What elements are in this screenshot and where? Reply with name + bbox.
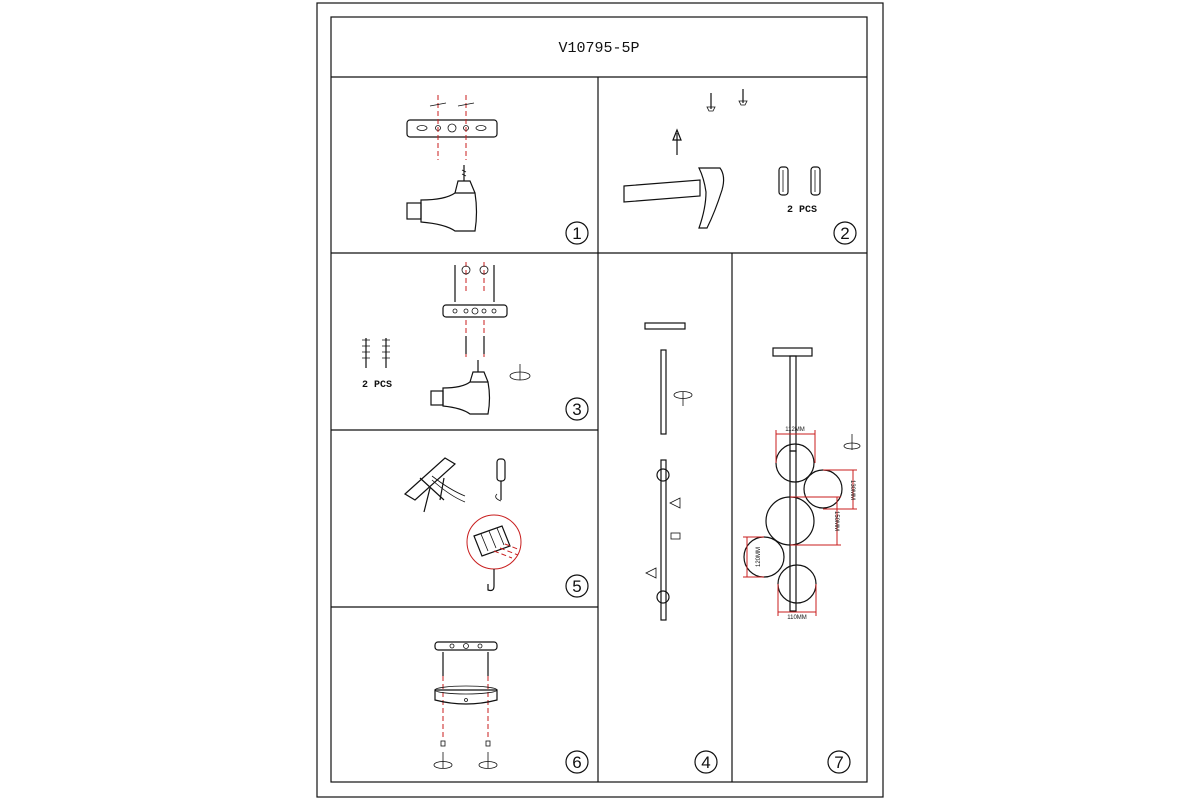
step-7-panel — [743, 348, 860, 773]
rotate-icons — [434, 752, 497, 769]
mounting-bracket-icon — [443, 305, 507, 358]
step-4-panel — [645, 323, 717, 773]
step-6-number: 6 — [572, 753, 582, 772]
ground-hook-icon — [488, 569, 494, 591]
dimension-left-lower-globe: 120MM — [756, 546, 762, 568]
step-1-number: 1 — [572, 224, 582, 243]
dimension-right-upper-globe: 130MM — [849, 479, 855, 501]
rotate-icon — [510, 364, 530, 380]
terminal-detail-circle — [467, 515, 521, 569]
wall-anchors-icon — [779, 167, 820, 195]
hammer-icon — [624, 168, 724, 228]
dimension-bottom-globe: 110MM — [787, 615, 807, 621]
canopy-icon — [773, 348, 812, 356]
step-7-number: 7 — [834, 753, 844, 772]
step-2-panel — [624, 89, 856, 244]
dimension-top-globe: 112MM — [785, 427, 805, 433]
step-1-panel — [407, 95, 588, 244]
step-3-number: 3 — [572, 400, 582, 419]
terminal-block-icon — [474, 526, 520, 558]
outer-border — [317, 3, 883, 797]
drill-icon — [407, 165, 477, 231]
up-arrow-icon — [673, 130, 681, 155]
fixture-spine-icon — [790, 451, 796, 611]
wood-screws-icon — [362, 338, 390, 368]
fixture-body-icon — [646, 460, 680, 620]
step-6-panel — [434, 642, 588, 773]
finials-icon — [441, 741, 490, 746]
mounting-bracket-icon — [407, 95, 497, 160]
rotate-icon — [674, 392, 692, 407]
inner-border — [331, 17, 867, 782]
mounting-plate-icon — [435, 642, 497, 740]
step-3-panel — [362, 262, 588, 420]
rod-icon — [661, 350, 666, 434]
step-5-number: 5 — [572, 577, 582, 596]
step-2-number: 2 — [840, 224, 850, 243]
rotate-icon — [844, 434, 860, 450]
globe-shades-icon — [744, 444, 842, 603]
step-3-quantity: 2 PCS — [361, 380, 393, 391]
bolts-icon — [455, 262, 494, 302]
drill-icon — [431, 360, 490, 414]
canopy-plate-icon — [645, 323, 685, 329]
downrod-icon — [790, 356, 796, 451]
model-code-title: V10795-5P — [558, 40, 640, 57]
dimension-center-globe: 150MM — [833, 510, 839, 532]
screws-icon — [707, 89, 747, 111]
step-4-number: 4 — [701, 753, 711, 772]
step-5-panel — [405, 458, 588, 597]
step-2-quantity: 2 PCS — [786, 205, 818, 216]
screwdriver-icon — [496, 459, 505, 501]
bracket-wiring-icon — [405, 458, 465, 512]
